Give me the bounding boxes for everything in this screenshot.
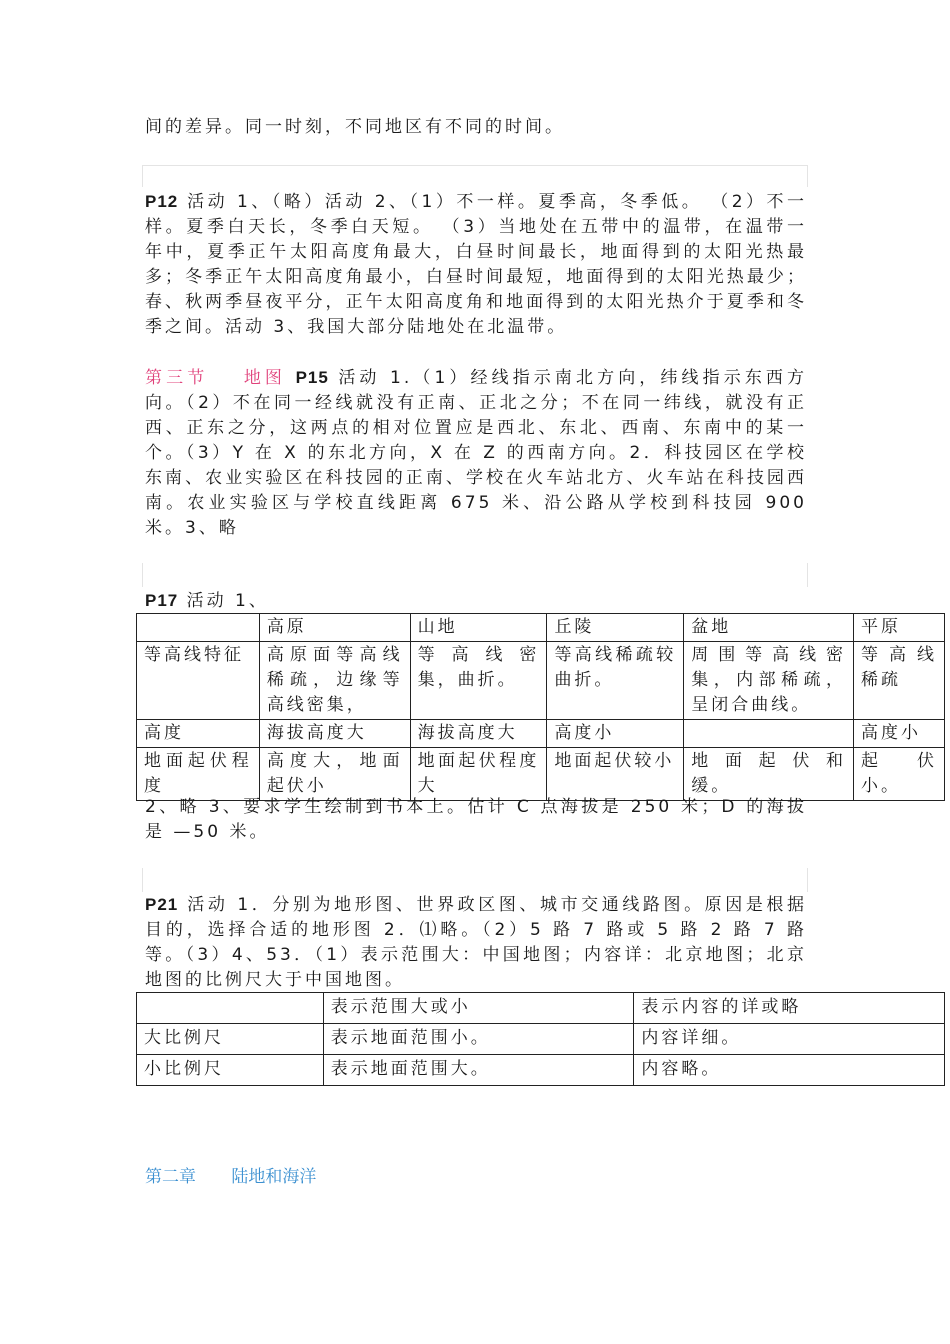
landform-table (136, 613, 945, 801)
table-cell: 内容详细。 (634, 1024, 945, 1055)
table-cell (137, 614, 260, 642)
divider-left-tick (142, 165, 143, 187)
table-row (137, 1024, 945, 1055)
table-cell: 表示地面范围小。 (323, 1024, 634, 1055)
table-cell: 表示地面范围大。 (323, 1055, 634, 1086)
table-cell: 等高线特征 (137, 642, 260, 720)
table-cell (137, 993, 324, 1024)
table-header-row (137, 993, 945, 1024)
table-cell: 等 高 线 密集，曲折。 (410, 642, 547, 720)
table-cell: 大比例尺 (137, 1024, 324, 1055)
table-cell (684, 720, 854, 748)
section3-text: 活动 1.（1）经线指示南北方向，纬线指示东西方向。（2）不在同一经线就没有正南、正北之分；不在同一纬线，就没有正西、正东之分，这两点的相对位置应是西北、东北、西南、东南中的某一个。（3）Y 在 X 的东北方向，X 在 Z 的西南方向。2．科技园区在学校东南、农业实验区在科技园的正南、学校在火车站北方、火车站在科技园西南。农业实验区与学校直线距离 675 米、沿公路从学校到科技园 900 米。3、略 (145, 368, 808, 538)
chapter2-heading: 第二章 (145, 1167, 196, 1187)
table-header-cell: 表示范围大或小 (323, 993, 634, 1024)
table-cell: 高度小 (547, 720, 684, 748)
divider-right-tick (807, 165, 808, 187)
section3-title: 地图 (243, 368, 287, 388)
p21-text: 活动 1．分别为地形图、世界政区图、城市交通线路图。原因是根据目的，选择合适的地形图 2．⑴略。（2）5 路 7 路或 5 路 2 路 7 路等。（3）4、53．（1）表示范围大：中国地图；内容详：北京地图；北京地图的比例尺大于中国地图。 (145, 895, 808, 990)
table-cell: 内容略。 (634, 1055, 945, 1086)
p17-title (145, 588, 807, 614)
p17-after-text: 2、略 3、要求学生绘制到书本上。估计 C 点海拔是 250 米；D 的海拔是 —50 米。 (145, 797, 807, 842)
table-header-cell: 高原 (259, 614, 410, 642)
table-row (137, 642, 945, 720)
table-header-cell: 平原 (854, 614, 945, 642)
p12-text: 活动 1、（略）活动 2、（1）不一样。夏季高，冬季低。 （2）不一样。夏季白天长，冬季白天短。 （3）当地处在五带中的温带，在温带一年中，夏季正午太阳高度角最大，白昼时间最长，地面得到的太阳光热最多；冬季正午太阳高度角最小，白昼时间最短，地面得到的太阳光热最少；春、秋两季昼夜平分，正午太阳高度角和地面得到的太阳光热介于夏季和冬季之间。活动 3、我国大部分陆地处在北温带。 (145, 192, 807, 337)
divider-right-tick (807, 563, 808, 587)
table-row (137, 748, 945, 801)
table-cell: 等高线稀疏较曲折。 (547, 642, 684, 720)
table-header-cell: 表示内容的详或略 (634, 993, 945, 1024)
table-row (137, 1055, 945, 1086)
p17-tag: P17 (145, 591, 179, 610)
p12-paragraph (145, 189, 807, 340)
table-header-row (137, 614, 945, 642)
section-divider (142, 165, 808, 166)
table-cell: 地面起伏较小 (547, 748, 684, 801)
divider-left-tick (142, 563, 143, 587)
table-cell: 高度大，地面起伏小 (259, 748, 410, 801)
table-cell: 地面起伏程度大 (410, 748, 547, 801)
table-cell: 海拔高度大 (410, 720, 547, 748)
chapter2-title: 陆地和海洋 (231, 1167, 317, 1187)
table-cell: 高度小 (854, 720, 945, 748)
section3-heading: 第三节 (145, 368, 209, 388)
table-cell: 起 伏小。 (854, 748, 945, 801)
p17-label: 活动 1、 (186, 591, 269, 611)
continued-text: 间的差异。同一时刻，不同地区有不同的时间。 (145, 117, 565, 137)
table-cell: 海拔高度大 (259, 720, 410, 748)
p21-paragraph (145, 892, 807, 993)
divider-left-tick (142, 868, 143, 892)
table-cell: 等高线稀疏 (854, 642, 945, 720)
p21-tag: P21 (145, 895, 179, 914)
table-row (137, 720, 945, 748)
table-header-cell: 盆地 (684, 614, 854, 642)
table-cell: 周围等高线密集，内部稀疏，呈闭合曲线。 (684, 642, 854, 720)
table-cell: 小比例尺 (137, 1055, 324, 1086)
table-cell: 高原面等高线稀疏，边缘等高线密集， (259, 642, 410, 720)
table-cell: 地面起伏程度 (137, 748, 260, 801)
table-cell: 地 面 起 伏 和缓。 (684, 748, 854, 801)
chapter2-heading-line (145, 1165, 807, 1190)
p12-tag: P12 (145, 192, 179, 211)
scale-table (136, 992, 945, 1086)
table-header-cell: 丘陵 (547, 614, 684, 642)
table-cell: 高度 (137, 720, 260, 748)
table-header-cell: 山地 (410, 614, 547, 642)
divider-right-tick (807, 868, 808, 892)
p15-tag: P15 (295, 368, 329, 387)
section3-paragraph (145, 365, 807, 541)
